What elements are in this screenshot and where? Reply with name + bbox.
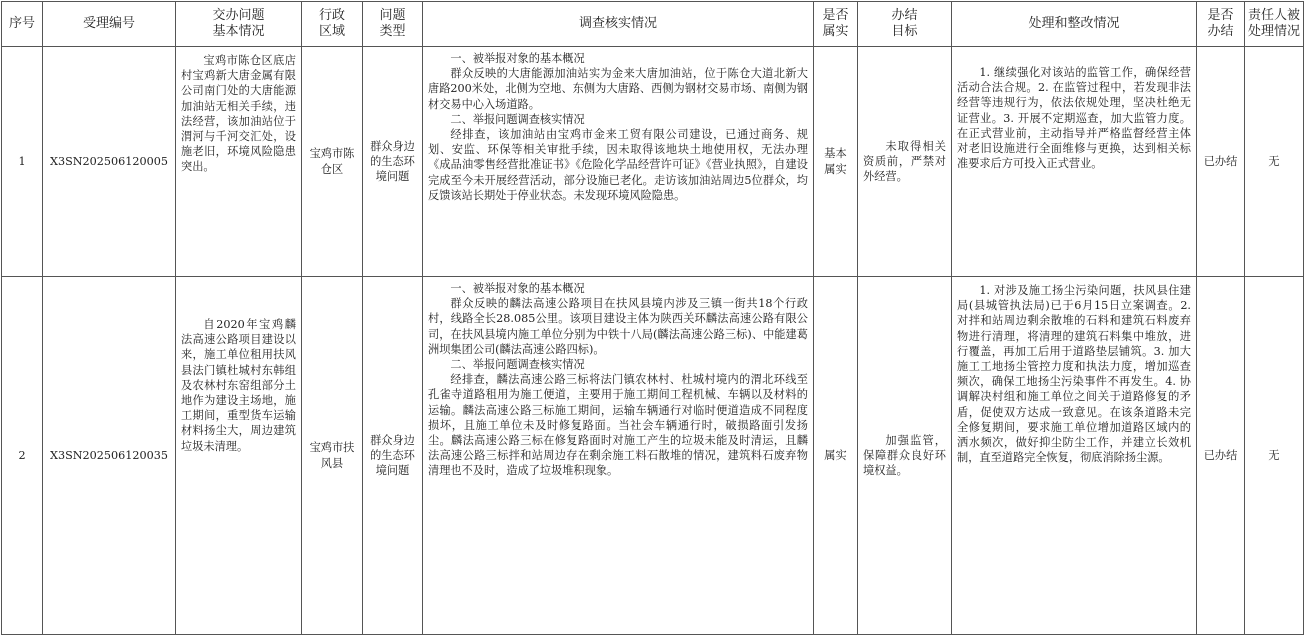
header-case-no: 受理编号 — [43, 2, 176, 47]
header-done: 是否 办结 — [1197, 2, 1245, 47]
header-row — [2, 2, 1304, 47]
investigation-para: 经排查，该加油站由宝鸡市金来工贸有限公司建设，已通过商务、规划、安监、环保等相关审批手续，因未取得该地块土地使用权，无法办理《成品油零售经营批准证书》《危险化学品经营许可证》《营业执照》，自建设完成至今未开展经营活动，部分设施已老化。走访该加油站周边5位群众，均反馈该站长期处于停业状态。未发现环境风险隐患。 — [428, 128, 808, 202]
investigation-para: 经排查，麟法高速公路三标将法门镇农林村、杜城村境内的渭北环线至孔雀寺道路租用为施工便道，主要用于施工期间工程机械、车辆以及材料的运输。麟法高速公路三标施工期间，运输车辆通行对临时便道造成不同程度损坏，且施工单位未及时修复路面。当社会车辆通行时，破损路面引发扬尘。麟法高速公路三标在修复路面时对施工产生的垃圾未能及时清运，且麟法高速公路三标拌和站周边存在剩余施工料石散堆的情况，建筑料石废弃物清理也不及时，造成了垃圾堆积现象。 — [428, 373, 808, 478]
header-handling: 处理和整改情况 — [952, 2, 1197, 47]
table-row — [2, 277, 1304, 635]
header-investigation: 调查核实情况 — [423, 2, 814, 47]
header-problem: 交办问题 基本情况 — [176, 2, 302, 47]
investigation-para: 一、被举报对象的基本概况 — [450, 282, 585, 295]
cell-problem: 宝鸡市陈仓区底店村宝鸡新大唐金属有限公司南门处的大唐能源加油站无相关手续，违法经营，该加油站位于渭河与千河交汇处，设施老旧，环境风险隐患突出。 — [176, 47, 302, 277]
investigation-para: 一、被举报对象的基本概况 — [450, 52, 585, 65]
cell-done: 已办结 — [1197, 47, 1245, 277]
cell-investigation — [423, 277, 814, 635]
cell-type: 群众身边的生态环境问题 — [363, 277, 423, 635]
case-table — [1, 1, 1304, 635]
cell-accountability: 无 — [1245, 47, 1304, 277]
cell-region: 宝鸡市陈仓区 — [302, 47, 363, 277]
header-verified: 是否 属实 — [814, 2, 858, 47]
cell-goal: 未取得相关资质前，严禁对外经营。 — [858, 47, 952, 277]
cell-case-no: X3SN202506120005 — [43, 47, 176, 277]
investigation-para: 群众反映的大唐能源加油站实为金来大唐加油站，位于陈仓大道北新大唐路200米处，北侧为空地、东侧为大唐路、西侧为钢材交易市场、南侧为钢材交易中心入场道路。 — [428, 67, 808, 111]
cell-investigation — [423, 47, 814, 277]
cell-case-no: X3SN202506120035 — [43, 277, 176, 635]
cell-accountability: 无 — [1245, 277, 1304, 635]
cell-verified: 属实 — [814, 277, 858, 635]
cell-done: 已办结 — [1197, 277, 1245, 635]
cell-handling: 1. 继续强化对该站的监管工作，确保经营活动合法合规。2. 在监管过程中，若发现非法经营等违规行为，依法依规处理，坚决杜绝无证营业。3. 开展不定期巡查，加大监管力度。在正式营业前，主动指导并严格监督经营主体对老旧设施进行全面维修与更换，达到相关标准要求后方可投入正式营业。 — [952, 47, 1197, 277]
investigation-para: 二、举报问题调查核实情况 — [450, 358, 585, 372]
cell-seq: 2 — [2, 277, 43, 635]
cell-type: 群众身边的生态环境问题 — [363, 47, 423, 277]
cell-handling: 1. 对涉及施工扬尘污染问题，扶风县住建局(县城管执法局)已于6月15日立案调查。2. 对拌和站周边剩余散堆的石料和建筑石料废弃物进行清理，将清理的建筑石料集中堆放，进行覆盖，再加工后用于道路垫层铺筑。3. 加大施工工地扬尘管控力度和执法力度，增加巡查频次，确保工地扬尘污染事件不再发生。4. 协调解决村组和施工单位之间关于道路修复的矛盾，促使双方达成一致意见。在该条道路未完全修复期间，要求施工单位增加道路区域内的洒水频次，做好抑尘防尘工作，并建立长效机制，直至道路完全恢复，彻底消除扬尘源。 — [952, 277, 1197, 635]
investigation-para: 二、举报问题调查核实情况 — [450, 112, 585, 126]
cell-problem: 自2020年宝鸡麟法高速公路项目建设以来，施工单位租用扶风县法门镇杜城村东韩组及农林村东窑组部分土地作为建设主场地，施工期间，重型货车运输材料扬尘大，周边建筑垃圾未清理。 — [176, 277, 302, 635]
header-seq: 序号 — [2, 2, 43, 47]
cell-seq: 1 — [2, 47, 43, 277]
header-accountability: 责任人被 处理情况 — [1245, 2, 1304, 47]
header-region: 行政 区域 — [302, 2, 363, 47]
cell-goal: 加强监管，保障群众良好环境权益。 — [858, 277, 952, 635]
investigation-para: 群众反映的麟法高速公路项目在扶风县境内涉及三镇一街共18个行政村，线路全长28.085公里。该项目建设主体为陕西关环麟法高速公路有限公司，在扶风县境内施工单位分别为中铁十八局(麟法高速公路三标)、中能建葛洲坝集团公司(麟法高速公路四标)。 — [428, 297, 808, 356]
cell-verified: 基本属实 — [814, 47, 858, 277]
header-type: 问题 类型 — [363, 2, 423, 47]
header-goal: 办结 目标 — [858, 2, 952, 47]
cell-region: 宝鸡市扶风县 — [302, 277, 363, 635]
table-row — [2, 47, 1304, 277]
